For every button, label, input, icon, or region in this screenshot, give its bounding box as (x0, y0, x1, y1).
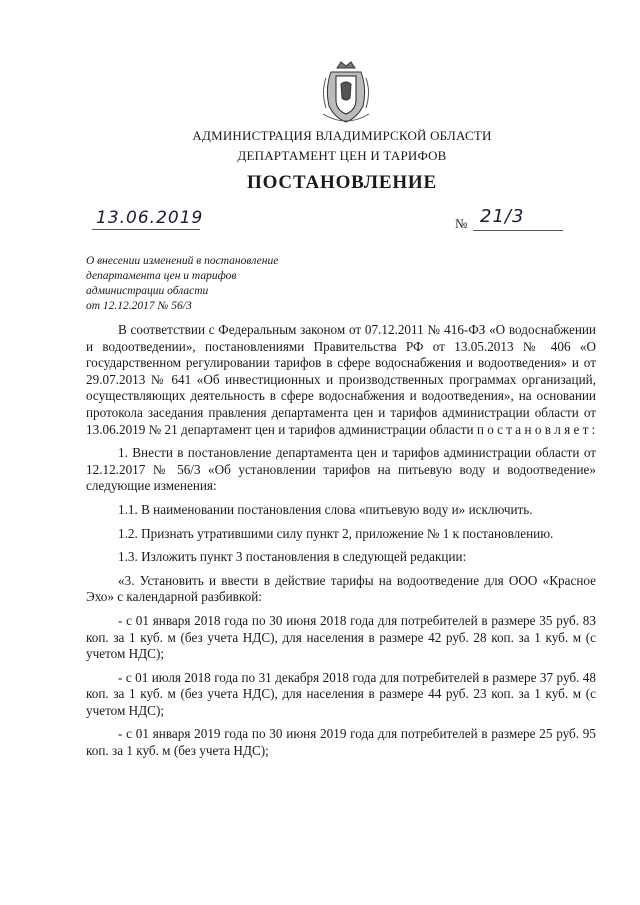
tariff-paragraph: - с 01 января 2019 года по 30 июня 2019 года для потребителей в размере 25 руб. 95 коп. за 1 куб. м (без учета НДС); (86, 726, 596, 759)
clause-paragraph: 1. Внести в постановление департамента цен и тарифов администрации области от 12.12.2017 № 56/3 «Об установлении тарифов на питьевую воду и водоотведение» следующие изменения: (86, 445, 596, 494)
number-sign: № (455, 216, 468, 231)
clause-paragraph: 1.3. Изложить пункт 3 постановления в следующей редакции: (118, 549, 467, 565)
coat-of-arms-icon (317, 58, 375, 126)
document-title: ПОСТАНОВЛЕНИЕ (247, 172, 437, 193)
subject-block (86, 254, 326, 314)
document-date: 13.06.2019 (96, 208, 204, 228)
tariff-paragraph: - с 01 января 2018 года по 30 июня 2018 года для потребителей в размере 35 руб. 83 коп. за 1 куб. м (без учета НДС), для населения в размере 42 руб. 28 коп. за 1 куб. м (с учетом НДС); (86, 612, 596, 662)
clause-paragraph: 1.2. Признать утратившими силу пункт 2, приложение № 1 к постановлению. (118, 525, 554, 541)
subject-line: О внесении изменений в постановление (86, 255, 279, 267)
subject-line: администрации области (86, 285, 209, 297)
organization-name: АДМИНИСТРАЦИЯ ВЛАДИМИРСКОЙ ОБЛАСТИ (192, 128, 492, 143)
department-name: ДЕПАРТАМЕНТ ЦЕН И ТАРИФОВ (237, 148, 447, 163)
document-body (86, 322, 596, 767)
clause-paragraph: 1.1. В наименовании постановления слова «питьевую воду и» исключить. (118, 501, 533, 517)
document-number: 21/3 (480, 206, 525, 227)
clause-paragraph: «3. Установить и ввести в действие тарифы на водоотведение для ООО «Красное Эхо» с календарной разбивкой: (86, 572, 596, 605)
subject-line: от 12.12.2017 № 56/3 (86, 300, 192, 312)
tariff-paragraph: - с 01 июля 2018 года по 31 декабря 2018 года для потребителей в размере 37 руб. 48 коп. за 1 куб. м (без учета НДС), для населения в размере 44 руб. 23 коп. за 1 куб. м (с учетом НДС); (86, 669, 596, 718)
subject-line: департамента цен и тарифов (86, 270, 237, 282)
preamble-paragraph: В соответствии с Федеральным законом от 07.12.2011 № 416-ФЗ «О водоснабжении и водоотведении», постановлениями Правительства РФ от 13.05.2013 № 406 «О государственном регулировании тарифов в сфере водоснабжения и водоотведения» и от 29.07.2013 № 641 «Об инвестиционных и производственных программах организаций, осуществляющих деятельность в сфере водоснабжения и водоотведения», на основании протокола заседания правления департамента цен и тарифов администрации области от 13.06.2019 № 21 департамент цен и тарифов администрации области п о с т а н о в л я е т : (86, 322, 596, 437)
